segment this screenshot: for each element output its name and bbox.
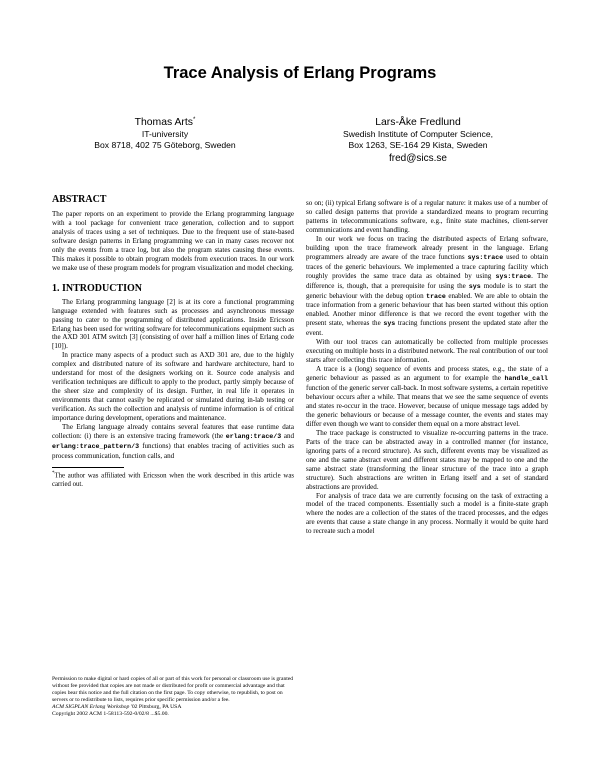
author-block-2 <box>318 116 518 165</box>
body-paragraph: so on; (ii) typical Erlang software is of a regular nature: it makes use of a number of so called design patterns that provide a standardized means to program recurring patterns in telecommunications software, e.g., finite state machines, client-server communications and event handling. <box>306 199 548 234</box>
permission-text: Permission to make digital or hard copies of all or part of this work for personal or classroom use is granted without fee provided that copies are not made or distributed for profit or commercial advantage and that copies bear this notice and the full citation on the first page. To copy otherwise, to republish, to post on servers or to redistribute to lists, requires prior specific permission and/or a fee. <box>52 676 294 703</box>
paper-title: Trace Analysis of Erlang Programs <box>163 64 437 82</box>
permission-notice <box>52 676 294 717</box>
left-column <box>52 192 294 489</box>
footnote-marker: * <box>192 117 196 123</box>
venue: ACM SIGPLAN Erlang Workshop '02 Pittsburg, PA USA <box>52 703 182 710</box>
author-address: Box 1263, SE-164 29 Kista, Sweden <box>348 139 488 150</box>
right-column <box>306 199 548 536</box>
intro-paragraph: In practice many aspects of a product such as AXD 301 are, due to the highly complex and distributed nature of its software and hardware architecture, hard to understand for most of the designers working on it. Source code analysis and verification techniques are difficult to apply to the product, partly simply because of the sheer size and complexity of its design. Further, in real life it operates in environments that cannot easily be replicated or simulated during in-lab testing or verification. As such the collection and analysis of runtime information is of critical importance during development, operations and maintenance. <box>52 351 294 423</box>
author-name: Lars-Åke Fredlund <box>375 117 461 128</box>
intro-paragraph: The Erlang programming language [2] is at its core a functional programming language extended with features such as processes and asynchronous message passing to cater to the programming of distributed applications. Inside Ericsson Erlang has been used for writing software for telecommunications equipment such as the AXD 301 ATM switch [3] (consisting of over half a million lines of Erlang code [10]). <box>52 297 294 351</box>
copyright: Copyright 2002 ACM 1-58113-592-0/02/8 ...$5.00. <box>52 710 169 717</box>
body-paragraph: A trace is a (long) sequence of events and process states, e.g., the state of a generic behaviour as passed as an argument to for example the handle_call function of the generic server call-back. In most software systems, a certain repetitive behaviour occurs after a while. That means that we see the same sequence of events and states re-occur in the trace. However, because of unique message tags added by the generic behaviours or because of a message counter, the events and states may differ even though we want to consider them equal on a more abstract level. <box>306 365 548 428</box>
intro-paragraph: The Erlang language already contains several features that ease runtime data collection: (i) there is an extensive tracing framework (the erlang:trace/3 and erlang:trace_pattern/3 functions) that enables tracing of activities such as process communication, function calls, and <box>52 423 295 460</box>
author-block-1 <box>60 116 270 151</box>
intro-heading: 1. INTRODUCTION <box>52 282 143 294</box>
author-name: Thomas Arts* <box>134 117 196 128</box>
footnote: *The author was affiliated with Ericsson when the work described in this article was carried out. <box>52 470 294 488</box>
body-paragraph: For analysis of trace data we are currently focusing on the task of extracting a model of the traced components. Essentially such a model is a finite-state graph where the nodes are a collection of the states of the traced processes, and the edges are events that cause a state change in any process. Normally it would be quite hard to recreate such a model <box>306 491 548 536</box>
abstract-text: The paper reports on an experiment to provide the Erlang programming language with a tool package for convenient trace generation, collection and to support analysis of traces using a set of techniques. Due to the frequent use of state-based software design patterns in Erlang programming we can in many cases recover not only the events from a trace log, but also the program states causing these events. This makes it possible to obtain program models from execution traces. In our work we make use of these program models for program visualization and model checking. <box>52 210 294 272</box>
body-paragraph: In our work we focus on tracing the distributed aspects of Erlang software, building upon the trace framework already present in the language. Erlang programmers already are aware of the trace functions sys:trace used to obtain traces of the generic behaviours. We implemented a trace capturing facility which roughly provides the same trace data as obtained by using sys:trace. The difference is, though, that a prerequisite for using the sys module is to start the generic behaviour with the debug option trace enabled. We are able to obtain the trace information from a generic behaviour that has been started without this option enabled. Another minor difference is that we record the event together with the present state, whereas the sys tracing functions present the updated state after the event. <box>306 234 548 338</box>
author-address: Box 8718, 402 75 Göteborg, Sweden <box>94 139 236 150</box>
author-affiliation: Swedish Institute of Computer Science, <box>343 129 493 139</box>
author-affiliation: IT-university <box>141 129 189 139</box>
author-email: fred@sics.se <box>389 152 447 164</box>
body-paragraph: With our tool traces can automatically be collected from multiple processes executing on multiple hosts in a distributed network. The real contribution of our tool starts after collecting this trace information. <box>306 338 548 365</box>
footnote-rule <box>52 467 124 468</box>
abstract-heading: ABSTRACT <box>52 194 107 205</box>
body-paragraph: The trace package is constructed to visualize re-occurring patterns in the trace. Parts of the trace can be abstracted away in a controlled manner (for instance, ignoring parts of a record structure). As such, different events may be visualized as one and the same abstract event and different states may be mapped to one and the same abstract state (transforming the linear structure of the trace into a graph structure). Such abstractions are written in Erlang itself and a set of standard abstractions are provided. <box>306 428 548 491</box>
